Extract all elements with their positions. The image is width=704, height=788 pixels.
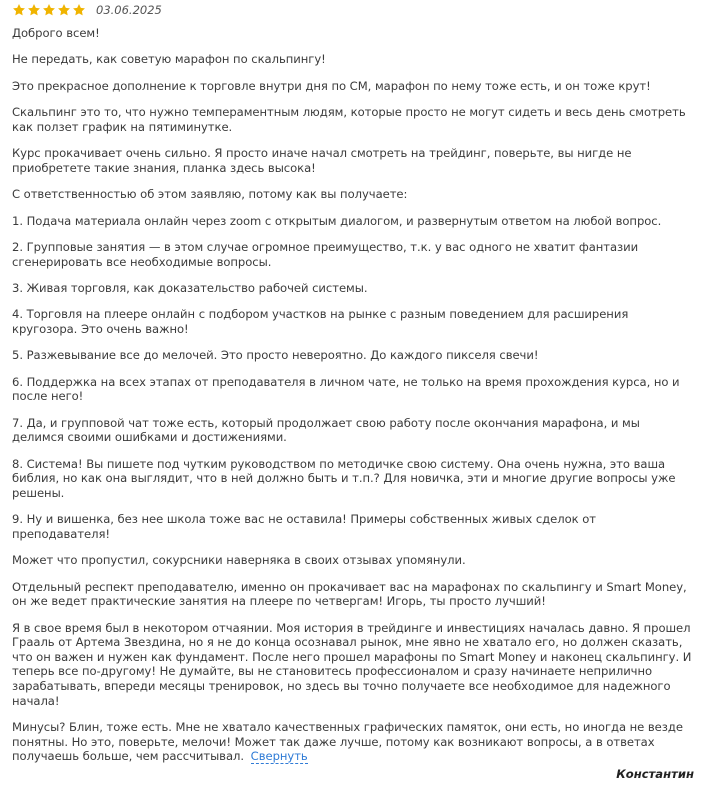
- review-header: [12, 0, 694, 20]
- star-icon: [57, 3, 71, 17]
- star-icon: [42, 3, 56, 17]
- review-paragraph: 9. Ну и вишенка, без нее школа тоже вас не оставила! Примеры собственных живых сделок от преподавателя!: [12, 512, 596, 541]
- review-paragraph: Скальпинг это то, что нужно темпераментным людям, которые просто не могут сидеть и весь день смотреть как ползет график на пятиминутке.: [12, 105, 686, 134]
- review-paragraph: Я в свое время был в некотором отчаянии. Моя история в трейдинге и инвестициях началась давно. Я прошел Грааль от Артема Звездина, но я не до конца осознавал рынок, мне явно не хватало его, но должен сказать, что он важен и нужен как фундамент. После него прошел марафоны по Smart Money и наконец скальпингу. И теперь все по-другому! Не думайте, вы не становитесь профессионалом и сразу начинаете неприлично зарабатывать, впереди месяцы тренировок, но здесь вы точно получаете все необходимое для надежного начала!: [12, 620, 692, 708]
- review-paragraph: Отдельный респект преподавателю, именно он прокачивает вас на марафонах по скальпингу и Smart Money, он же ведет практические занятия на плеере по четвергам! Игорь, ты просто лучший!: [12, 579, 687, 609]
- rating-stars: [12, 3, 86, 17]
- review-paragraph: Доброго всем!: [12, 26, 100, 40]
- review-paragraph: Может что пропустил, сокурсники наверняка в своих отзывах упомянули.: [12, 553, 466, 568]
- review-paragraph: 1. Подача материала онлайн через zoom с открытым диалогом, и развернутым ответом на любой вопрос.: [12, 213, 662, 228]
- review-paragraph: Это прекрасное дополнение к торговле внутри дня по СМ, марафон по нему тоже есть, и он тоже крут!: [12, 78, 651, 93]
- review-paragraph: 6. Поддержка на всех этапах от преподавателя в личном чате, не только на время прохождения курса, но и после него!: [12, 374, 680, 404]
- review-paragraph: 4. Торговля на плеере онлайн с подбором участков на рынке с разным поведением для расширения кругозора. Это очень важно!: [12, 307, 629, 336]
- review-paragraph: Не передать, как советую марафон по скальпингу!: [12, 52, 326, 67]
- review-paragraph: Курс прокачивает очень сильно. Я просто иначе начал смотреть на трейдинг, поверьте, вы нигде не приобретете такие знания, планка здесь высока!: [12, 146, 632, 175]
- review-paragraph: С ответственностью об этом заявляю, потому как вы получаете:: [12, 187, 408, 202]
- review-paragraph: 2. Групповые занятия — в этом случае огромное преимущество, т.к. у вас одного не хватит фантазии сгенерировать все необходимые вопросы.: [12, 239, 639, 269]
- star-icon: [12, 3, 26, 17]
- review-paragraph: 8. Система! Вы пишете под чутким руководством по методичке свою систему. Она очень нужна, это ваша библия, но как она выглядит, что в ней должно быть и т.п.? Для новичка, эти и многие другие вопросы уже решены.: [12, 456, 676, 500]
- review-date: 03.06.2025: [96, 3, 162, 17]
- review-last-paragraph-text: Минусы? Блин, тоже есть. Мне не хватало качественных графических памяток, они есть, но иногда не везде понятны. Но это, поверьте, мелочи! Может так даже лучше, потому как возникают вопросы, а в ответах получаешь больше, чем рассчитывал.: [12, 719, 683, 764]
- star-icon: [27, 3, 41, 17]
- star-icon: [72, 3, 86, 17]
- review-author: Константин: [616, 767, 694, 781]
- review-paragraph: 5. Разжевывание все до мелочей. Это просто невероятно. До каждого пикселя свечи!: [12, 348, 539, 363]
- review-paragraph: 7. Да, и групповой чат тоже есть, который продолжает свою работу после окончания марафона, и мы делимся своими ошибками и достижениями.: [12, 415, 640, 445]
- review-text: [12, 20, 694, 764]
- collapse-link[interactable]: Свернуть: [250, 749, 308, 764]
- review-last-paragraph: [12, 720, 694, 764]
- review-paragraph: 3. Живая торговля, как доказательство рабочей системы.: [12, 280, 368, 295]
